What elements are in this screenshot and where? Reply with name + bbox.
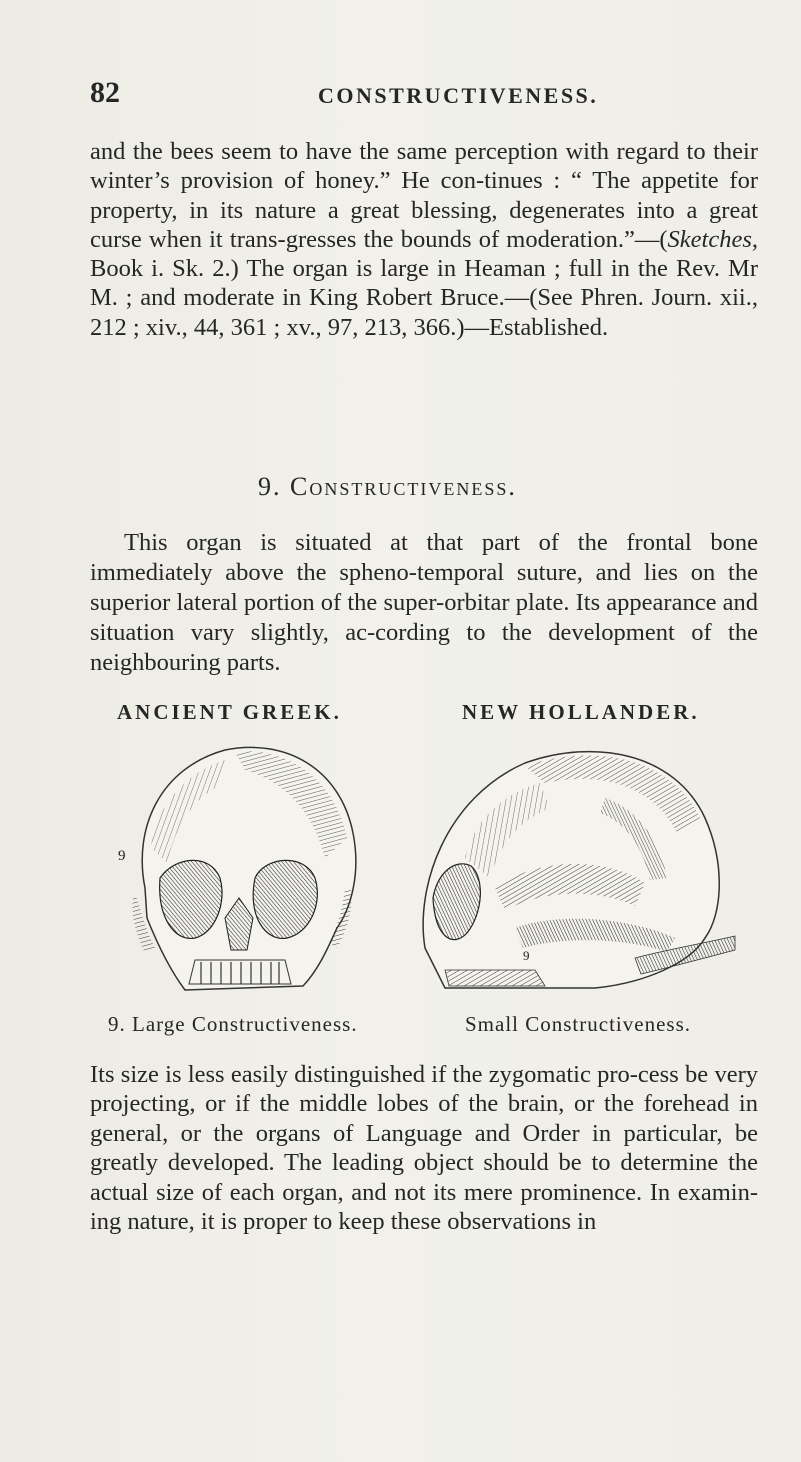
paragraph-size-distinction: Its size is less easily distinguished if the zygomatic pro-cess be very projecting, or if the middle lobes of the brain, or the forehead in general, or the organs of Language and Order in particular, be greatly developed. The leading object should be to determine the actual size of each organ, and not its mere prominence. In examin-ing nature, it is proper to keep these observations in: [90, 1061, 758, 1236]
figure-label-ancient-greek: ANCIENT GREEK.: [117, 700, 342, 724]
figure-label-new-hollander: NEW HOLLANDER.: [462, 700, 700, 724]
ancient-greek-skull-engraving: [115, 738, 365, 1000]
caption-small-constructiveness: Small Constructiveness.: [465, 1012, 691, 1036]
running-title: CONSTRUCTIVENESS.: [318, 83, 599, 108]
sketches-citation: Sketches: [667, 225, 752, 253]
paragraph-1-text-b: , Book i. Sk. 2.) The organ is large in Heaman ; full in the Rev. Mr M. ; and moderate in King Robert Bruce.—(See Phren. Journ. xii., 212 ; xiv., 44, 361 ; xv., 97, 213, 366.)—Established.: [90, 225, 758, 341]
page-number: 82: [90, 76, 120, 109]
paragraph-1-text-a: and the bees seem to have the same perception with regard to their winter’s provision of honey.” He con-tinues : “ The appetite for property, in its nature a great blessing, degenerates into a great curse when it trans-gresses the bounds of moderation.”—(: [90, 138, 758, 253]
paragraph-honey-property: [90, 137, 758, 342]
figure-marker-left: 9: [118, 848, 126, 864]
figure-marker-right: 9: [523, 948, 530, 963]
section-heading: 9. Constructiveness.: [258, 472, 517, 501]
caption-large-constructiveness: 9. Large Constructiveness.: [108, 1012, 358, 1036]
page-header: [90, 76, 750, 116]
paragraph-organ-location: This organ is situated at that part of the frontal bone immediately above the spheno-temporal suture, and lies on the superior lateral portion of the super-orbitar plate. Its appearance and situation vary slightly, ac-cording to the development of the neighbouring parts.: [90, 529, 758, 676]
new-hollander-skull-engraving: [405, 738, 745, 1000]
